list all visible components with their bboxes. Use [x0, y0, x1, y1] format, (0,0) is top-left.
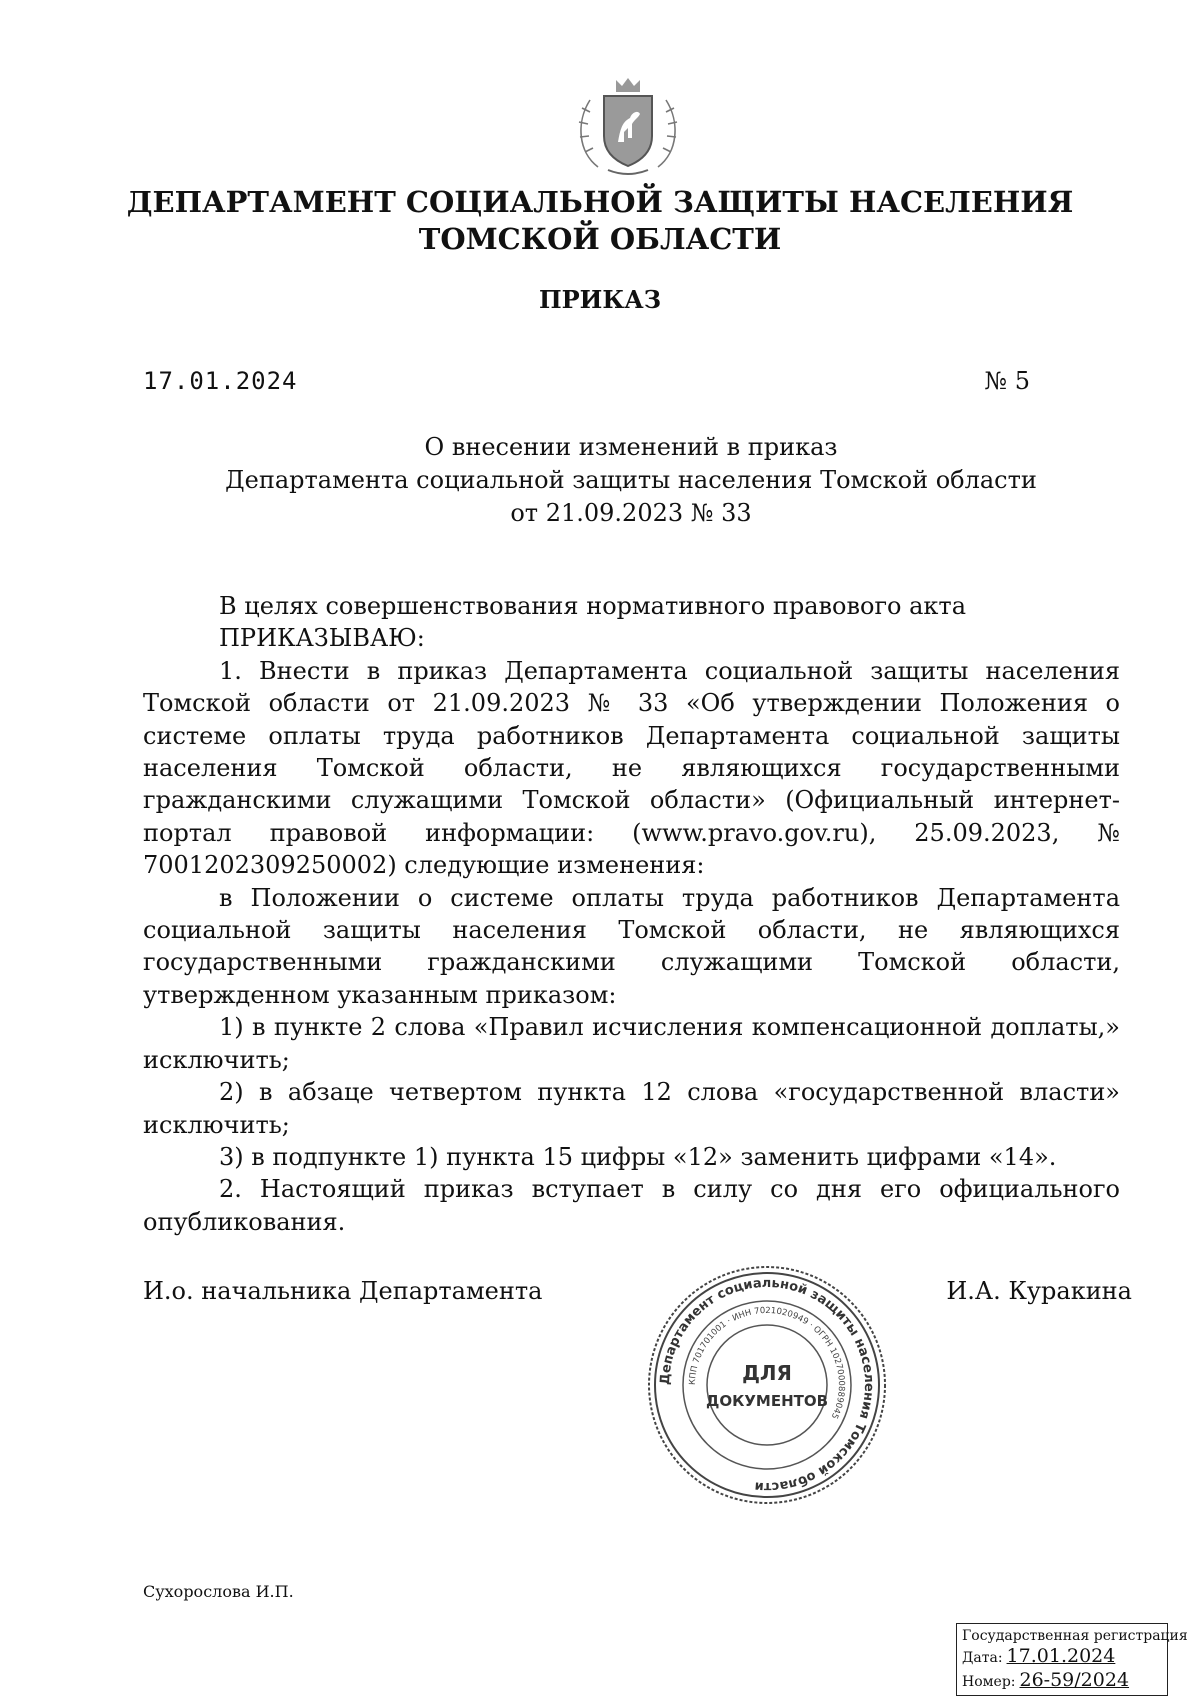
- order-keyword: ПРИКАЗЫВАЮ:: [219, 624, 425, 653]
- intro-paragraph: В целях совершенствования нормативного правового акта: [219, 592, 966, 620]
- subject-line-2: Департамента социальной защиты населения Томской области: [225, 466, 1037, 494]
- coat-of-arms-icon: [568, 72, 688, 180]
- subject-line-1: О внесении изменений в приказ: [424, 433, 838, 461]
- registration-date-value: 17.01.2024: [1006, 1645, 1116, 1667]
- official-stamp: [642, 1260, 892, 1510]
- signer-position: И.о. начальника Департамента: [143, 1277, 543, 1305]
- organization-name-line1: ДЕПАРТАМЕНТ СОЦИАЛЬНОЙ ЗАЩИТЫ НАСЕЛЕНИЯ: [126, 185, 1074, 219]
- document-date: 17.01.2024: [143, 367, 298, 395]
- sub-item-1: 1) в пункте 2 слова «Правил исчисления компенсационной доплаты,» исключить;: [143, 1013, 1120, 1074]
- item-2: 2. Настоящий приказ вступает в силу со дня его официального опубликования.: [143, 1175, 1120, 1236]
- document-body: [143, 590, 1120, 1238]
- stamp-ring-text: КПП 701701001 · ИНН 7021020949 · ОГРН 1027000889045: [687, 1305, 847, 1421]
- signer-name: И.А. Куракина: [946, 1277, 1132, 1305]
- item-1: 1. Внести в приказ Департамента социальной защиты населения Томской области от 21.09.2023 № 33 «Об утверждении Положения о системе оплаты труда работников Департамента социальной защиты населения Томской области, не являющихся государственными гражданскими служащими Томской области» (Официальный интернет-портал правовой информации: (www.pravo.gov.ru), 25.09.2023, № 7001202309250002) следующие изменения:: [143, 656, 1120, 880]
- organization-name-line2: ТОМСКОЙ ОБЛАСТИ: [418, 222, 782, 256]
- executor-name: Сухорослова И.П.: [143, 1582, 294, 1601]
- sub-item-2: 2) в абзаце четвертом пункта 12 слова «государственной власти» исключить;: [143, 1078, 1120, 1139]
- document-number: № 5: [984, 367, 1030, 395]
- registration-number-value: 26-59/2024: [1019, 1669, 1130, 1691]
- registration-box: [956, 1623, 1188, 1696]
- document-type: ПРИКАЗ: [538, 285, 662, 314]
- sub-item-3: 3) в подпункте 1) пункта 15 цифры «12» заменить цифрами «14».: [219, 1142, 1057, 1171]
- registration-title: Государственная регистрация: [962, 1628, 1188, 1644]
- registration-date-label: Дата:: [962, 1650, 1003, 1666]
- item-1-lead: в Положении о системе оплаты труда работников Департамента социальной защиты населения Томской области, не являющихся государственными гражданскими служащими Томской области, утвержденном указанным приказом:: [143, 883, 1120, 1009]
- stamp-center-line2: ДОКУМЕНТОВ: [705, 1392, 829, 1410]
- stamp-outer-text: Департамент социальной защиты населения Томской области: [657, 1275, 877, 1495]
- subject-line-3: от 21.09.2023 № 33: [510, 499, 752, 527]
- stamp-center-line1: ДЛЯ: [742, 1361, 792, 1385]
- registration-number-label: Номер:: [962, 1674, 1016, 1690]
